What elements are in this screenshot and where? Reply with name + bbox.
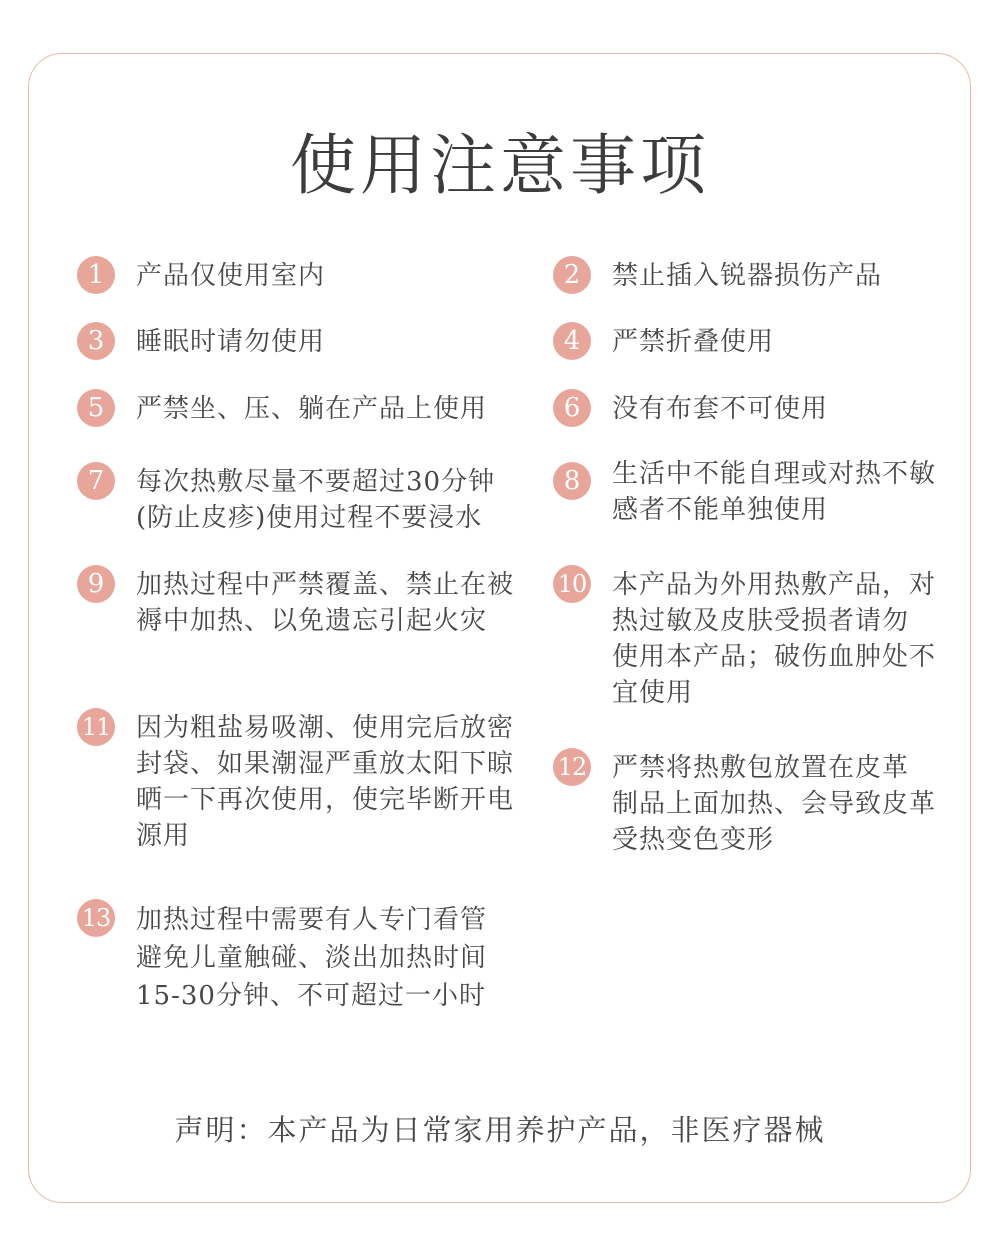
number-badge: 11 [77,708,115,746]
list-item-9 [77,567,514,639]
item-text: 严禁折叠使用 [612,327,775,357]
list-item-12 [553,750,936,858]
item-text: 因为粗盐易吸潮、使用完后放密 封袋、如果潮湿严重放太阳下晾 晒一下再次使用，使完毕断开电 源用 [136,713,515,851]
item-text: 产品仅使用室内 [136,261,326,291]
disclaimer: 声明：本产品为日常家用养护产品，非医疗器械 [174,1113,826,1147]
item-text: 严禁坐、压、躺在产品上使用 [136,394,488,424]
item-text: 生活中不能自理或对热不敏 感者不能单独使用 [612,459,937,525]
item-text: 加热过程中严禁覆盖、禁止在被 褥中加热、以免遗忘引起火灾 [136,570,515,636]
number-badge: 6 [553,389,591,427]
item-text: 没有布套不可使用 [612,394,829,424]
number-badge: 10 [553,565,591,603]
item-text: 睡眠时请勿使用 [136,327,326,357]
page-title: 使用注意事项 [290,127,710,204]
list-item-8 [553,456,936,528]
number-badge: 9 [77,565,115,603]
item-text: 加热过程中需要有人专门看管 避免儿童触碰、淡出加热时间 15-30分钟、不可超过一小时 [136,905,488,1011]
number-badge: 13 [77,899,115,937]
list-item-1 [77,258,325,294]
list-item-5 [77,391,487,427]
number-badge: 4 [553,322,591,360]
item-text: 每次热敷尽量不要超过30分钟 (防止皮疹)使用过程不要浸水 [136,467,496,533]
number-badge: 8 [553,462,591,500]
item-text: 禁止插入锐器损伤产品 [612,261,883,291]
list-item-13 [77,901,487,1015]
list-item-6 [553,391,828,427]
item-text: 严禁将热敷包放置在皮革 制品上面加热、会导致皮革 受热变色变形 [612,753,937,855]
number-badge: 5 [77,389,115,427]
list-item-3 [77,324,325,360]
item-text: 本产品为外用热敷产品，对 热过敏及皮肤受损者请勿 使用本产品；破伤血肿处不 宜使用 [612,570,937,708]
list-item-4 [553,324,774,360]
list-item-10 [553,567,936,711]
number-badge: 12 [553,748,591,786]
number-badge: 3 [77,322,115,360]
list-item-7 [77,464,495,536]
number-badge: 7 [77,462,115,500]
number-badge: 1 [77,256,115,294]
list-item-11 [77,710,514,854]
list-item-2 [553,258,882,294]
number-badge: 2 [553,256,591,294]
